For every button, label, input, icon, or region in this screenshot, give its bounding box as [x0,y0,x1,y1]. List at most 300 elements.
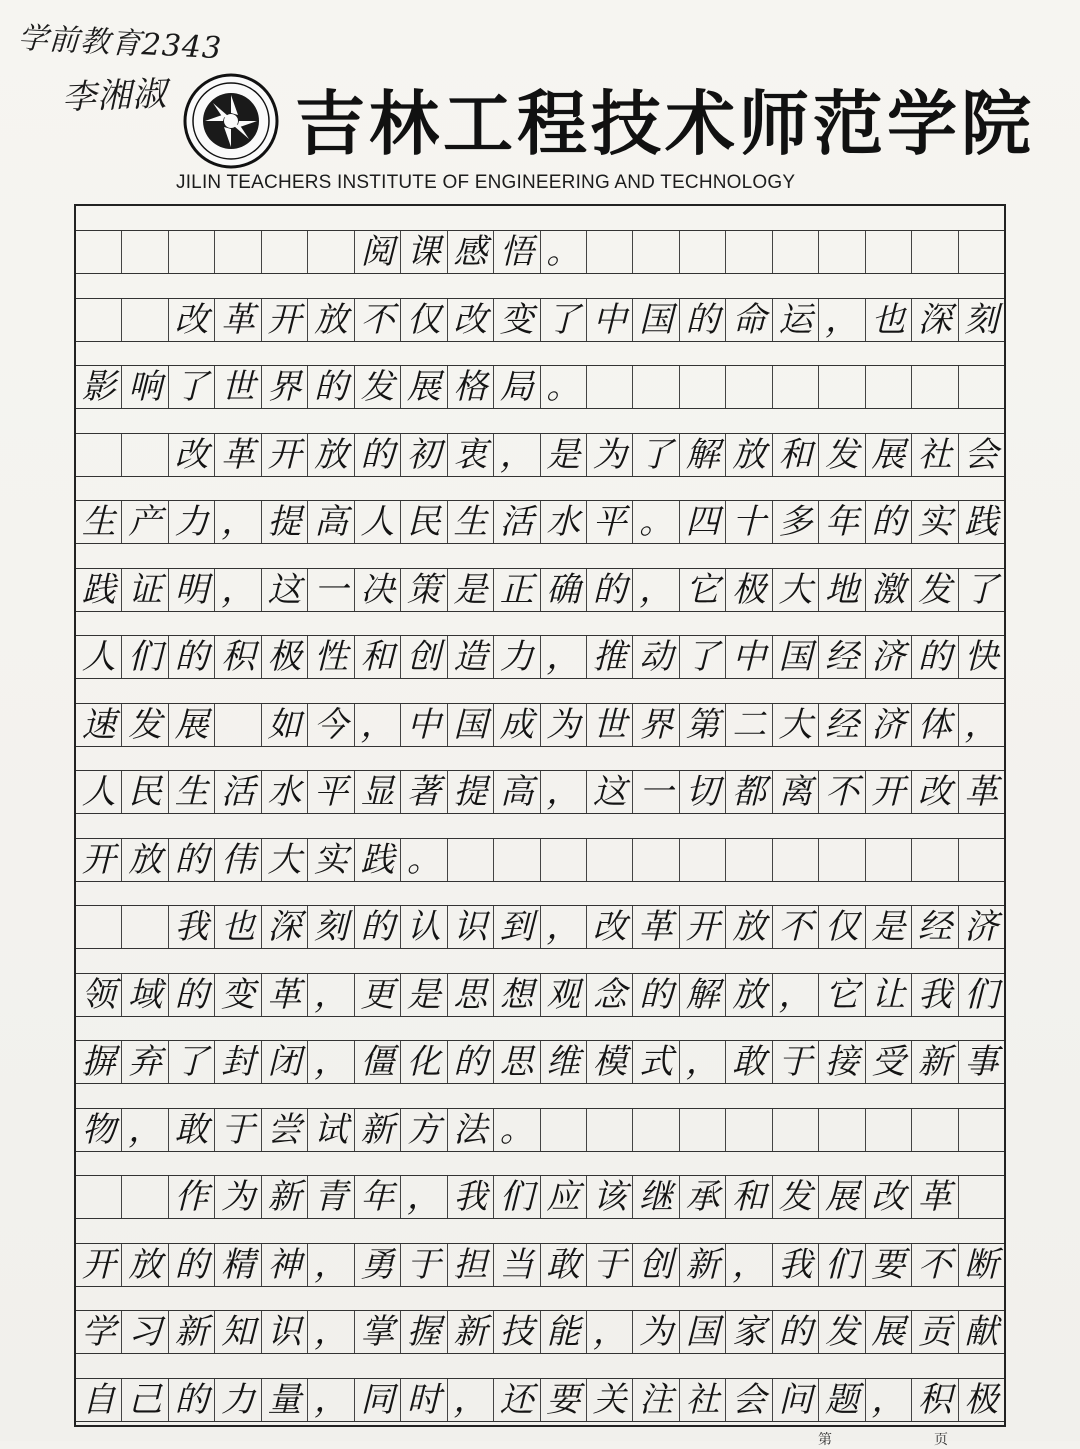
grid-cell: 为 [215,1176,261,1218]
grid-cell: 水 [541,501,587,543]
grid-cell: 展 [866,1311,912,1353]
grid-cell: 开 [262,434,308,476]
grid-cell: 是 [541,434,587,476]
essay-line [76,838,1004,882]
grid-cell: 国 [680,1311,726,1353]
grid-cell: 响 [122,366,168,408]
grid-cell: 思 [494,1041,540,1083]
grid-cell: 推 [587,636,633,678]
grid-cell: 局 [494,366,540,408]
grid-cell: 封 [215,1041,261,1083]
grid-cell: 世 [215,366,261,408]
grid-cell [633,366,679,408]
grid-cell: 开 [76,839,122,881]
grid-cell [726,839,772,881]
grid-cell: ， [866,1379,912,1421]
grid-cell [866,839,912,881]
grid-cell: ， [541,636,587,678]
grid-cell: 践 [76,569,122,611]
grid-cell [866,231,912,273]
grid-cell: 性 [308,636,354,678]
grid-cell: 断 [964,1244,999,1285]
grid-cell: 的 [169,1244,215,1286]
grid-cell: 济 [866,704,912,746]
grid-cell: 四 [680,501,726,543]
grid-cell: 新 [355,1109,401,1151]
grid-cell: 国 [773,636,819,678]
grid-cell: 的 [680,299,726,341]
grid-cell: 国 [448,704,494,746]
grid-cell [959,839,1004,881]
grid-cell [122,231,168,273]
grid-cell: 践 [964,502,999,542]
grid-cell [819,839,865,881]
grid-cell: 题 [819,1379,865,1421]
grid-cell: 人 [355,501,401,543]
handwritten-class-note: 学前教育2343 [17,20,223,67]
grid-cell: 展 [169,704,215,746]
grid-cell: 于 [587,1244,633,1286]
grid-cell: 革 [262,974,308,1016]
grid-cell: 展 [866,434,912,476]
grid-cell: 们 [819,1244,865,1286]
grid-cell [680,1109,726,1151]
grid-cell: 的 [169,974,215,1016]
grid-cell: 也 [866,299,912,341]
grid-cell: 要 [866,1244,912,1286]
grid-cell: 它 [680,569,726,611]
grid-cell: 了 [680,636,726,678]
grid-cell: 域 [122,974,168,1016]
grid-cell [866,1109,912,1151]
grid-cell: 法 [448,1109,494,1151]
essay-line [76,703,1004,747]
grid-cell: 和 [355,636,401,678]
grid-cell: 物 [76,1109,122,1151]
grid-cell: 新 [262,1176,308,1218]
grid-cell: ， [494,434,540,476]
grid-cell [726,366,772,408]
grid-cell: ， [355,704,401,746]
grid-cell: 发 [355,366,401,408]
grid-cell: 生 [448,501,494,543]
grid-cell: 该 [587,1176,633,1218]
essay-line [76,1108,1004,1152]
grid-cell: 解 [680,974,726,1016]
grid-cell: 闭 [262,1041,308,1083]
grid-cell: 能 [541,1311,587,1353]
grid-cell: 刻 [308,906,354,948]
grid-cell: 们 [122,636,168,678]
grid-cell: 人 [76,636,122,678]
grid-cell: 放 [726,906,772,948]
grid-cell: 水 [262,771,308,813]
grid-cell [76,299,122,341]
grid-cell: 初 [401,434,447,476]
grid-cell: 敢 [726,1041,772,1083]
grid-cell: 高 [494,771,540,813]
grid-cell: 放 [726,974,772,1016]
grid-cell: 决 [355,569,401,611]
grid-cell: 新 [680,1244,726,1286]
grid-cell: 为 [587,434,633,476]
grid-cell: 于 [773,1041,819,1083]
grid-cell: 世 [587,704,633,746]
grid-cell: 摒 [76,1041,122,1083]
essay-line [76,433,1004,477]
grid-cell: 。 [494,1109,540,1151]
grid-cell [215,704,261,746]
grid-cell [76,434,122,476]
grid-cell [122,1176,168,1218]
grid-cell: 极 [726,569,772,611]
grid-cell [726,231,772,273]
grid-cell: 开 [866,771,912,813]
grid-cell: 精 [215,1244,261,1286]
grid-cell: 也 [215,906,261,948]
grid-cell: ， [122,1109,168,1151]
grid-cell: 济 [964,907,999,947]
essay-line [76,1378,1004,1422]
grid-cell [122,434,168,476]
grid-cell: ， [308,974,354,1016]
grid-cell: 民 [122,771,168,813]
grid-cell [912,366,958,408]
essay-line [76,1175,1004,1219]
grid-cell: 放 [726,434,772,476]
grid-cell: 改 [448,299,494,341]
grid-cell: 证 [122,569,168,611]
grid-cell: 的 [866,501,912,543]
grid-cell: 造 [448,636,494,678]
essay-grid [74,204,1006,1427]
grid-cell [633,231,679,273]
grid-cell: 活 [494,501,540,543]
grid-cell [959,366,1004,408]
grid-cell: 的 [169,839,215,881]
grid-cell: 革 [215,434,261,476]
grid-cell: 事 [964,1042,999,1082]
grid-cell [76,906,122,948]
grid-cell: 都 [726,771,772,813]
grid-cell: 继 [633,1176,679,1218]
essay-line [76,500,1004,544]
grid-cell: 时 [401,1379,447,1421]
essay-line [76,635,1004,679]
handwritten-student-name: 李湘淑 [61,74,168,118]
grid-cell [308,231,354,273]
grid-cell: 格 [448,366,494,408]
essay-line [76,365,1004,409]
grid-cell: 不 [819,771,865,813]
grid-cell: 中 [587,299,633,341]
grid-cell: 为 [541,704,587,746]
grid-cell: 作 [169,1176,215,1218]
grid-cell: 试 [308,1109,354,1151]
grid-cell: 弃 [122,1041,168,1083]
grid-cell: 活 [215,771,261,813]
grid-cell: 平 [587,501,633,543]
grid-cell: 接 [819,1041,865,1083]
grid-cell: 解 [680,434,726,476]
grid-cell: 僵 [355,1041,401,1083]
grid-cell: 敢 [541,1244,587,1286]
grid-cell: 问 [773,1379,819,1421]
grid-cell [587,1109,633,1151]
grid-cell: 中 [401,704,447,746]
grid-cell: 济 [866,636,912,678]
grid-cell: 要 [541,1379,587,1421]
grid-cell: 社 [912,434,958,476]
grid-cell: 是 [866,906,912,948]
grid-cell [587,366,633,408]
grid-cell: 放 [122,839,168,881]
grid-cell: 变 [215,974,261,1016]
grid-cell: 自 [76,1379,122,1421]
grid-cell: 受 [866,1041,912,1083]
grid-cell: 地 [819,569,865,611]
grid-cell: 当 [494,1244,540,1286]
grid-cell: 明 [169,569,215,611]
grid-cell [866,366,912,408]
grid-cell: 课 [401,231,447,273]
grid-cell: 己 [122,1379,168,1421]
grid-cell: 发 [912,569,958,611]
grid-cell: 和 [726,1176,772,1218]
grid-cell: 著 [401,771,447,813]
grid-cell: 更 [355,974,401,1016]
grid-cell: 的 [587,569,633,611]
grid-cell: ， [448,1379,494,1421]
grid-cell: 模 [587,1041,633,1083]
grid-cell: 深 [262,906,308,948]
grid-cell: 社 [680,1379,726,1421]
grid-cell: 衷 [448,434,494,476]
grid-cell [912,231,958,273]
essay-line [76,568,1004,612]
grid-cell: 改 [169,299,215,341]
grid-cell: 一 [308,569,354,611]
grid-cell [76,231,122,273]
grid-cell: 显 [355,771,401,813]
grid-cell: 民 [401,501,447,543]
grid-cell [541,1109,587,1151]
grid-cell: 仅 [401,299,447,341]
page-label-suffix: 页 [934,1431,948,1447]
grid-cell [819,366,865,408]
grid-cell: 我 [912,974,958,1016]
grid-cell: 握 [401,1311,447,1353]
grid-cell: ， [541,906,587,948]
grid-cell: 策 [401,569,447,611]
grid-cell: 同 [355,1379,401,1421]
grid-cell [680,231,726,273]
grid-cell: 不 [912,1244,958,1286]
grid-cell: 改 [912,771,958,813]
grid-cell: 们 [494,1176,540,1218]
grid-cell [912,839,958,881]
grid-cell [773,231,819,273]
grid-cell: 的 [773,1311,819,1353]
grid-cell: 生 [169,771,215,813]
grid-cell: 力 [494,636,540,678]
grid-cell: 会 [964,434,999,475]
grid-cell: 我 [773,1244,819,1286]
grid-cell: 革 [912,1176,958,1218]
grid-cell: 于 [215,1109,261,1151]
grid-cell: 命 [726,299,772,341]
school-name-chinese: 吉林工程技术师范学院 [295,82,1035,165]
grid-cell [633,839,679,881]
grid-cell: 。 [401,839,447,881]
grid-cell: 平 [308,771,354,813]
grid-cell: 会 [726,1379,772,1421]
grid-cell [680,366,726,408]
grid-cell [122,906,168,948]
grid-cell: 识 [448,906,494,948]
grid-cell: 中 [726,636,772,678]
grid-cell: 新 [448,1311,494,1353]
grid-cell: 产 [122,501,168,543]
grid-cell: 极 [262,636,308,678]
grid-cell: 力 [215,1379,261,1421]
essay-line [76,230,1004,274]
grid-cell [959,1176,1004,1218]
grid-cell: 第 [680,704,726,746]
grid-cell: 放 [308,299,354,341]
grid-cell: 领 [76,974,122,1016]
grid-cell: 成 [494,704,540,746]
grid-cell: 是 [448,569,494,611]
grid-cell: 维 [541,1041,587,1083]
grid-cell [215,231,261,273]
grid-cell: 让 [866,974,912,1016]
essay-line [76,973,1004,1017]
grid-cell: 的 [633,974,679,1016]
grid-cell: 大 [262,839,308,881]
grid-cell: 确 [541,569,587,611]
grid-cell: 阅 [355,231,401,273]
grid-cell: 到 [494,906,540,948]
grid-cell: 们 [964,974,999,1015]
grid-cell: 开 [680,906,726,948]
grid-cell: 敢 [169,1109,215,1151]
grid-cell: 革 [215,299,261,341]
grid-cell: 放 [122,1244,168,1286]
grid-cell: ， [680,1041,726,1083]
grid-cell: 承 [680,1176,726,1218]
grid-cell: 国 [633,299,679,341]
grid-cell: 界 [633,704,679,746]
grid-cell [959,231,1004,273]
grid-cell: 深 [912,299,958,341]
grid-cell: 我 [169,906,215,948]
grid-cell: ， [308,1244,354,1286]
grid-cell [122,299,168,341]
grid-cell [773,839,819,881]
grid-cell: 人 [76,771,122,813]
grid-cell: 多 [773,501,819,543]
school-logo-icon [183,73,279,169]
grid-cell: 技 [494,1311,540,1353]
grid-cell: 刻 [964,299,999,340]
grid-cell: 十 [726,501,772,543]
grid-cell: 的 [308,366,354,408]
grid-cell: 展 [819,1176,865,1218]
grid-cell: ， [541,771,587,813]
grid-cell [494,839,540,881]
grid-cell [448,839,494,881]
grid-cell: ， [773,974,819,1016]
grid-cell: 。 [541,231,587,273]
grid-cell: 不 [773,906,819,948]
grid-cell: 实 [912,501,958,543]
grid-cell: 关 [587,1379,633,1421]
grid-cell: 革 [633,906,679,948]
grid-cell: ， [215,569,261,611]
grid-cell: 发 [819,434,865,476]
grid-cell: 经 [819,704,865,746]
grid-cell: 了 [169,366,215,408]
grid-cell [680,839,726,881]
grid-cell: 影 [76,366,122,408]
grid-cell [912,1109,958,1151]
grid-cell: 践 [355,839,401,881]
grid-cell: 为 [633,1311,679,1353]
grid-cell: 新 [169,1311,215,1353]
grid-cell: 了 [541,299,587,341]
grid-cell: 极 [964,1379,999,1420]
grid-cell: ， [401,1176,447,1218]
grid-cell: ， [726,1244,772,1286]
grid-cell: 了 [964,569,999,610]
grid-cell [262,231,308,273]
grid-cell: 大 [773,569,819,611]
grid-cell: 改 [866,1176,912,1218]
grid-cell [819,231,865,273]
grid-cell: 还 [494,1379,540,1421]
grid-cell [169,231,215,273]
grid-cell: 观 [541,974,587,1016]
grid-cell: 。 [541,366,587,408]
grid-cell: 积 [215,636,261,678]
grid-cell: 新 [912,1041,958,1083]
essay-line [76,298,1004,342]
grid-cell: 的 [912,636,958,678]
grid-cell: 大 [773,704,819,746]
grid-cell: 一 [633,771,679,813]
grid-cell: 如 [262,704,308,746]
essay-line [76,1310,1004,1354]
essay-line [76,905,1004,949]
grid-cell: 快 [964,637,999,677]
grid-cell: 我 [448,1176,494,1218]
grid-cell: 它 [819,974,865,1016]
grid-cell: 了 [169,1041,215,1083]
grid-cell: 年 [819,501,865,543]
grid-cell: ， [215,501,261,543]
grid-cell: 这 [587,771,633,813]
grid-cell: 感 [448,231,494,273]
grid-cell: 的 [355,434,401,476]
grid-cell: 学 [76,1311,122,1353]
grid-cell: 掌 [355,1311,401,1353]
grid-cell [587,231,633,273]
grid-cell: 勇 [355,1244,401,1286]
grid-cell: 想 [494,974,540,1016]
grid-cell: 方 [401,1109,447,1151]
grid-cell: 式 [633,1041,679,1083]
